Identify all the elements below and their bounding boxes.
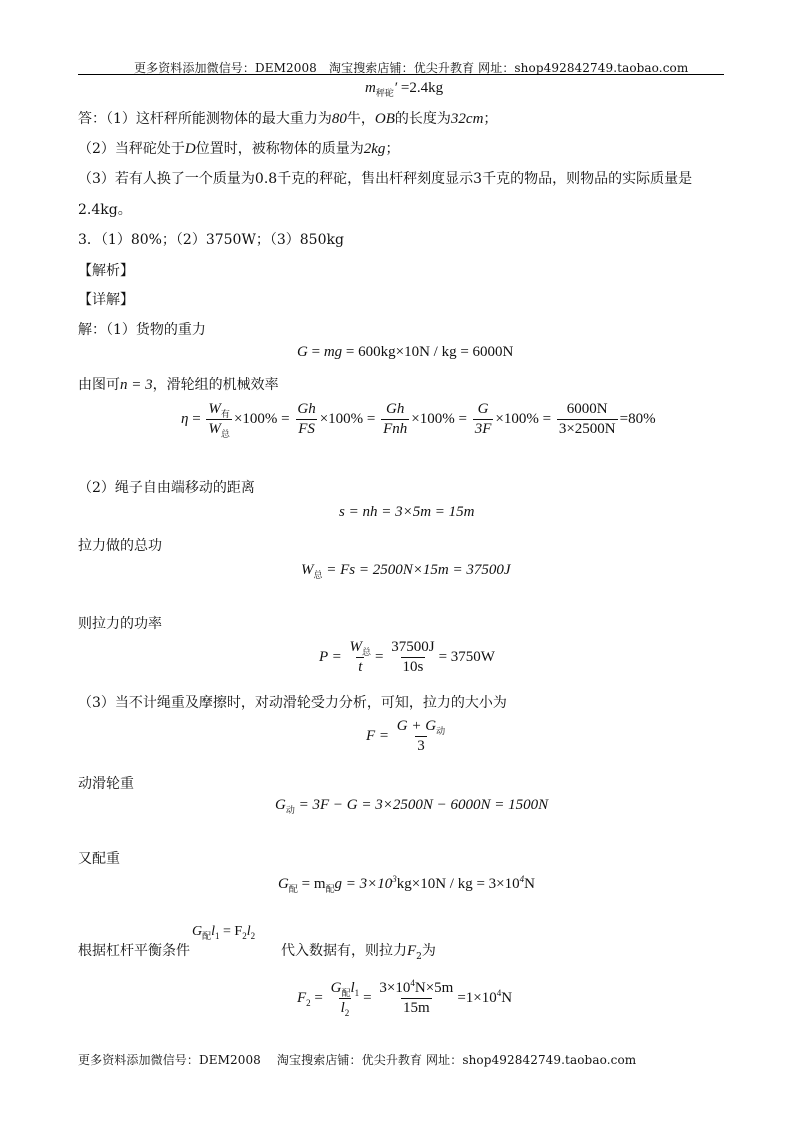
pulley-weight-equation — [275, 797, 548, 814]
eq-result: N — [501, 989, 513, 1006]
frac-num-sub: 有 — [220, 409, 230, 419]
frac-den: t — [358, 659, 363, 675]
frac-num: 37500J — [391, 639, 435, 655]
counterweight-label: 又配重 — [78, 851, 120, 867]
eq-term: F — [297, 989, 307, 1006]
eq-term: W — [301, 562, 314, 578]
eq-term: l — [246, 924, 251, 939]
text: 为 — [421, 943, 436, 959]
frac-den: 10s — [402, 659, 424, 675]
eq-term: g = 3×10 — [334, 876, 393, 892]
frac-force — [395, 718, 447, 755]
power-label: 则拉力的功率 — [78, 616, 162, 632]
pulley-weight-label: 动滑轮重 — [78, 776, 134, 792]
frac-gh-fnh — [381, 401, 409, 438]
answer-text: 的长度为 — [394, 111, 451, 127]
eq-sub: 配 — [325, 884, 335, 894]
eq-term: = Fs = 2500N×15m = 37500J — [322, 562, 511, 578]
efficiency-equation: η = $\frac{W_有}{W_总}$ ×100% = $\frac{Gh}{FS}$ ×100% = $\frac{Gh}{\text{Fnh}}$ ×100% = $\frac{G}{3F}$ ×100% = $\frac{6000N}{3\times 2500N}$ =80% — [181, 401, 656, 439]
eq-result: = 3750W — [438, 648, 495, 665]
eq-sup: 4 — [519, 874, 525, 884]
counterweight-equation — [278, 876, 535, 893]
frac-num-sub: 总 — [362, 647, 372, 657]
frac-num-sub: 1 — [354, 988, 360, 998]
eq-result: =1×10 — [457, 989, 497, 1006]
answer-mass: 2kg — [363, 141, 386, 157]
frac-gh-fs — [295, 401, 317, 438]
answer-text: 答：（1）这杆秤所能测物体的最大重力为 — [78, 111, 332, 127]
eq-term: l — [211, 924, 216, 939]
eq-term: = — [375, 648, 384, 665]
answer-ob: OB — [374, 111, 395, 127]
analysis-heading: 【解析】 — [78, 263, 134, 279]
text: 根据杠杆平衡条件 — [78, 943, 190, 959]
eq-term: = — [311, 344, 321, 360]
question-3-answers: 3．（1）80%；（2）3750W；（3）850kg — [78, 232, 344, 248]
answer-line-4: 2.4kg。 — [78, 202, 132, 218]
eq-sub: 配 — [288, 884, 298, 894]
answer-line-3: （3）若有人换了一个质量为0.8千克的秤砣，售出杆秤刻度显示3千克的物品，则物品的实际质量是 — [78, 171, 693, 187]
frac-num-sup: 4 — [410, 978, 415, 988]
answer-position: D — [184, 141, 196, 157]
frac-num-sub: 动 — [436, 726, 446, 736]
total-work-label: 拉力做的总功 — [78, 538, 162, 554]
eq-sub: 2 — [416, 952, 422, 962]
frac-lever — [329, 980, 362, 1017]
answer-text: （2）当秤砣处于 — [78, 141, 185, 157]
frac-num: Gh — [297, 401, 316, 417]
eq-term: = F — [219, 924, 243, 939]
solution-part-1: 解：（1）货物的重力 — [78, 322, 206, 338]
frac-w-t — [348, 639, 374, 676]
eq-term: P = — [319, 648, 342, 665]
solution-part-3: （3）当不计绳重及摩擦时，对动滑轮受力分析，可知，拉力的大小为 — [78, 695, 507, 711]
frac-g-3f — [473, 401, 494, 438]
eq-sub: 动 — [285, 805, 295, 815]
equation-var: m — [365, 80, 376, 96]
frac-num: 3×10 — [379, 980, 411, 996]
lever-equation — [192, 924, 255, 940]
frac-num: Gh — [386, 401, 405, 417]
frac-den-sub: 总 — [220, 429, 230, 439]
pulley-count-line — [78, 376, 279, 394]
frac-num-sub: 配 — [341, 988, 351, 998]
n-equation: n = 3 — [120, 377, 153, 393]
answer-text: ； — [385, 141, 400, 157]
final-force-equation — [297, 980, 512, 1017]
lever-condition-tail — [281, 942, 436, 960]
eq-term: 600kg×10N / kg = 6000N — [358, 344, 514, 360]
page-header: 更多资料添加微信号：DEM2008 淘宝搜索店铺：优尖升教育 网址：shop492842749.taobao.com — [134, 61, 689, 75]
text: ，滑轮组的机械效率 — [152, 377, 279, 393]
eq-term: G — [192, 924, 203, 939]
eq-term: ×100% = — [411, 410, 467, 427]
answer-line-2 — [78, 140, 399, 158]
frac-den: Fnh — [383, 421, 408, 437]
eq-term: G — [297, 344, 308, 360]
eq-result-sup: 4 — [496, 987, 502, 998]
answer-line-1 — [78, 110, 497, 128]
eq-sup: 3 — [392, 874, 397, 884]
eq-term: = m — [297, 876, 326, 892]
eq-sub: 1 — [215, 931, 220, 941]
frac-num: W — [349, 639, 363, 655]
pull-force-equation — [366, 718, 449, 755]
text: 代入数据有，则拉力 — [281, 943, 407, 959]
eq-term: = 3F − G = 3×2500N − 6000N = 1500N — [294, 797, 549, 813]
eq-result: =80% — [619, 410, 656, 427]
eq-term: F — [407, 943, 417, 959]
eq-term: ×100% = — [319, 410, 376, 427]
text: 由图可 — [78, 377, 120, 393]
frac-values — [557, 401, 618, 438]
eq-sub: 配 — [202, 931, 212, 941]
page-footer: 更多资料添加微信号：DEM2008 淘宝搜索店铺：优尖升教育 网址：shop492842749.taobao.com — [78, 1053, 637, 1067]
frac-num: N×5m — [414, 980, 454, 996]
frac-num: l — [350, 980, 355, 996]
eq-sub: 总 — [313, 570, 323, 580]
answer-text: 位置时，被称物体的质量为 — [195, 141, 364, 157]
frac-lever-values — [377, 980, 455, 1017]
eq-term: G — [275, 797, 286, 813]
total-work-equation — [301, 562, 511, 579]
eq-term: N — [524, 876, 535, 892]
eq-term: ×100% = — [495, 410, 552, 427]
frac-den: l — [340, 1000, 345, 1016]
eq-term: mg — [323, 344, 343, 360]
equation-sub: 秤砣 — [375, 88, 394, 98]
distance-equation: s = nh = 3×5m = 15m — [339, 504, 475, 520]
solution-part-2: （2）绳子自由端移动的距离 — [78, 480, 255, 496]
frac-num: 6000N — [566, 401, 608, 417]
frac-num: G + G — [396, 718, 437, 734]
frac-num: W — [208, 401, 221, 417]
gravity-equation — [297, 344, 513, 361]
frac-den: FS — [298, 421, 315, 437]
frac-work — [206, 401, 232, 438]
eq-term: = — [314, 989, 323, 1006]
equation-rhs: =2.4kg — [400, 80, 444, 96]
eq-sub: 2 — [250, 931, 256, 941]
frac-den: 15m — [403, 1000, 430, 1016]
frac-num: G — [477, 401, 489, 417]
eta-symbol: η — [181, 410, 189, 427]
eq-term: G — [278, 876, 289, 892]
weight-equation — [365, 80, 443, 97]
detail-heading: 【详解】 — [78, 292, 134, 308]
lever-condition-line — [78, 942, 190, 960]
frac-den-sub: 2 — [344, 1008, 350, 1018]
answer-weight: 80 — [331, 111, 347, 127]
eq-sub: 2 — [242, 931, 247, 941]
frac-den: 3 — [417, 738, 425, 754]
frac-den: 3F — [474, 421, 492, 437]
frac-den: 3×2500N — [558, 421, 616, 437]
frac-den: W — [208, 421, 221, 437]
eq-term: = — [363, 989, 372, 1006]
equation-prime: ′ — [393, 80, 398, 96]
eq-term: = — [345, 344, 355, 360]
frac-num: G — [330, 980, 342, 996]
eq-sub: 2 — [306, 997, 311, 1008]
answer-text: 牛， — [346, 111, 375, 127]
eq-term: ×100% = — [233, 410, 290, 427]
eq-term: F = — [366, 727, 390, 744]
eq-term: kg×10N / kg = 3×10 — [396, 876, 520, 892]
frac-power-values — [389, 639, 436, 676]
answer-length: 32cm — [450, 111, 484, 127]
header-divider — [78, 74, 724, 75]
answer-text: ； — [483, 111, 498, 127]
power-equation — [319, 639, 495, 676]
